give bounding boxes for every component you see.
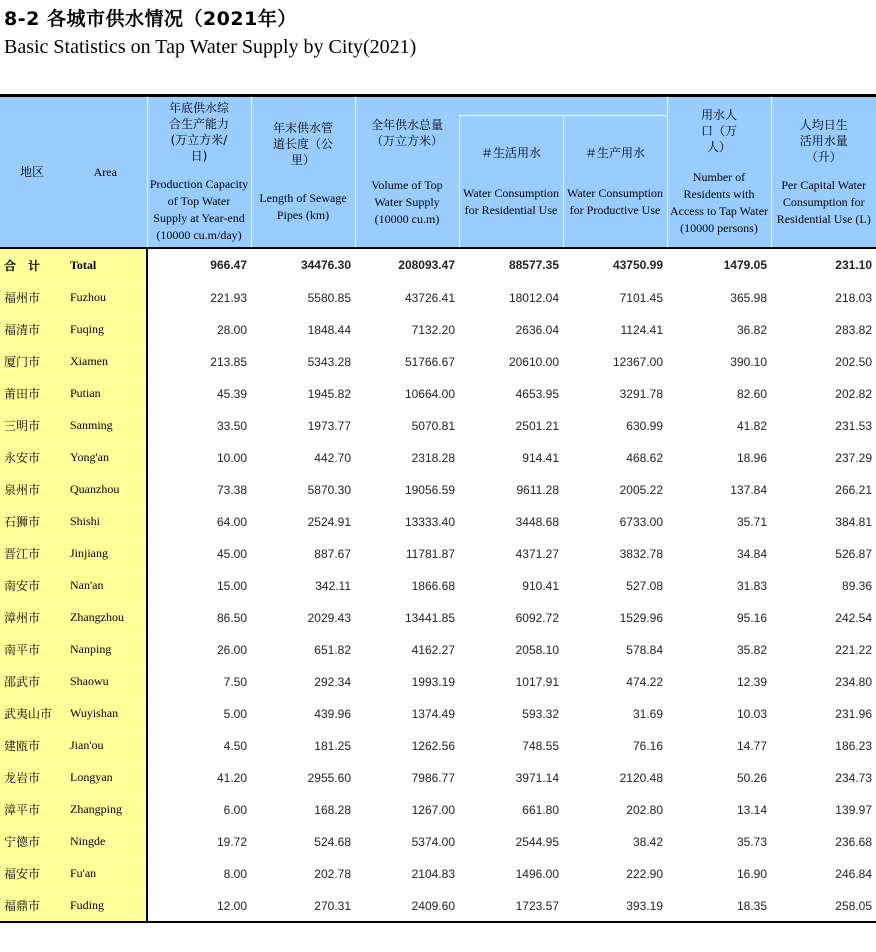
table-row (0, 378, 876, 410)
population-cell: 16.90 (667, 858, 771, 890)
pipe-length-cell: 34476.30 (251, 248, 355, 282)
region-name-cn: 宁德市 (0, 826, 64, 858)
header-productive-use (563, 116, 667, 248)
region-name-en: Shaowu (64, 666, 147, 698)
production-capacity-cell: 15.00 (147, 570, 251, 602)
productive-use-cell: 76.16 (563, 730, 667, 762)
productive-use-cell: 12367.00 (563, 346, 667, 378)
total-supply-cell: 51766.67 (355, 346, 459, 378)
region-name-en: Putian (64, 378, 147, 410)
total-supply-cell: 2409.60 (355, 890, 459, 923)
population-cell: 41.82 (667, 410, 771, 442)
per-capita-cell: 221.22 (771, 634, 876, 666)
residential-use-cell: 661.80 (459, 794, 563, 826)
region-name-cn: 漳平市 (0, 794, 64, 826)
residential-use-cell: 1723.57 (459, 890, 563, 923)
per-capita-cell: 384.81 (771, 506, 876, 538)
productive-use-cell: 222.90 (563, 858, 667, 890)
header-population-en: Number of Residents with Access to Tap Water (10000 persons) (669, 170, 769, 235)
pipe-length-cell: 2029.43 (251, 602, 355, 634)
per-capita-cell: 283.82 (771, 314, 876, 346)
region-name-cn: 建瓯市 (0, 730, 64, 762)
residential-use-cell: 3448.68 (459, 506, 563, 538)
per-capita-cell: 89.36 (771, 570, 876, 602)
header-total-supply-en: Volume of Top Water Supply (10000 cu.m) (371, 177, 443, 226)
region-name-en: Jian'ou (64, 730, 147, 762)
total-supply-cell: 10664.00 (355, 378, 459, 410)
productive-use-cell: 393.19 (563, 890, 667, 923)
region-name-en: Sanming (64, 410, 147, 442)
header-region-en (64, 96, 147, 249)
production-capacity-cell: 8.00 (147, 858, 251, 890)
population-cell: 35.82 (667, 634, 771, 666)
population-cell: 95.16 (667, 602, 771, 634)
productive-use-cell: 527.08 (563, 570, 667, 602)
region-name-cn: 福州市 (0, 282, 64, 314)
total-row (0, 248, 876, 282)
header-per-capita (771, 96, 876, 249)
header-per-capita-en: Per Capital Water Consumption for Residential Use (L) (776, 177, 871, 226)
region-name-en: Ningde (64, 826, 147, 858)
residential-use-cell: 3971.14 (459, 762, 563, 794)
region-name-cn: 漳州市 (0, 602, 64, 634)
table-row (0, 762, 876, 794)
productive-use-cell: 31.69 (563, 698, 667, 730)
production-capacity-cell: 7.50 (147, 666, 251, 698)
table-row (0, 570, 876, 602)
header-residential-use-en: Water Consumption for Residential Use (462, 185, 560, 217)
region-name-en: Longyan (64, 762, 147, 794)
region-name-en: Xiamen (64, 346, 147, 378)
region-name-cn: 龙岩市 (0, 762, 64, 794)
residential-use-cell: 4653.95 (459, 378, 563, 410)
pipe-length-cell: 5580.85 (251, 282, 355, 314)
header-production-capacity (147, 96, 251, 249)
region-name-en: Fuqing (64, 314, 147, 346)
header-region-en-label: Area (93, 164, 117, 179)
productive-use-cell: 2005.22 (563, 474, 667, 506)
pipe-length-cell: 342.11 (251, 570, 355, 602)
residential-use-cell: 914.41 (459, 442, 563, 474)
residential-use-cell: 1496.00 (459, 858, 563, 890)
total-supply-cell: 5070.81 (355, 410, 459, 442)
pipe-length-cell: 5343.28 (251, 346, 355, 378)
table-row (0, 410, 876, 442)
residential-use-cell: 593.32 (459, 698, 563, 730)
per-capita-cell: 266.21 (771, 474, 876, 506)
pipe-length-cell: 439.96 (251, 698, 355, 730)
production-capacity-cell: 4.50 (147, 730, 251, 762)
total-supply-cell: 1374.49 (355, 698, 459, 730)
per-capita-cell: 231.53 (771, 410, 876, 442)
population-cell: 31.83 (667, 570, 771, 602)
residential-use-cell: 18012.04 (459, 282, 563, 314)
production-capacity-cell: 28.00 (147, 314, 251, 346)
region-name-cn: 晋江市 (0, 538, 64, 570)
population-cell: 18.96 (667, 442, 771, 474)
population-cell: 34.84 (667, 538, 771, 570)
table-row (0, 858, 876, 890)
productive-use-cell: 3832.78 (563, 538, 667, 570)
total-supply-cell: 13441.85 (355, 602, 459, 634)
pipe-length-cell: 1973.77 (251, 410, 355, 442)
pipe-length-cell: 524.68 (251, 826, 355, 858)
population-cell: 35.71 (667, 506, 771, 538)
header-region-cn-label: 地区 (19, 165, 44, 179)
table-header (0, 96, 876, 249)
per-capita-cell: 234.80 (771, 666, 876, 698)
region-name-en: Jinjiang (64, 538, 147, 570)
production-capacity-cell: 26.00 (147, 634, 251, 666)
production-capacity-cell: 73.38 (147, 474, 251, 506)
residential-use-cell: 1017.91 (459, 666, 563, 698)
table-row (0, 698, 876, 730)
header-total-supply-group (355, 96, 459, 116)
per-capita-cell: 236.68 (771, 826, 876, 858)
residential-use-cell: 2058.10 (459, 634, 563, 666)
per-capita-cell: 246.84 (771, 858, 876, 890)
header-per-capita-cn: 人均日生活用水量（升） (799, 117, 848, 164)
productive-use-cell: 474.22 (563, 666, 667, 698)
region-name-cn: 泉州市 (0, 474, 64, 506)
residential-use-cell: 6092.72 (459, 602, 563, 634)
total-supply-cell: 1267.00 (355, 794, 459, 826)
productive-use-cell: 7101.45 (563, 282, 667, 314)
productive-use-cell: 468.62 (563, 442, 667, 474)
total-supply-cell: 2104.83 (355, 858, 459, 890)
total-supply-cell: 1993.19 (355, 666, 459, 698)
population-cell: 390.10 (667, 346, 771, 378)
table-row (0, 666, 876, 698)
pipe-length-cell: 2955.60 (251, 762, 355, 794)
population-cell: 13.14 (667, 794, 771, 826)
table-row (0, 826, 876, 858)
pipe-length-cell: 887.67 (251, 538, 355, 570)
header-residential-use (459, 116, 563, 248)
total-supply-cell: 7132.20 (355, 314, 459, 346)
table-row (0, 794, 876, 826)
residential-use-cell: 4371.27 (459, 538, 563, 570)
total-supply-cell: 1866.68 (355, 570, 459, 602)
region-name-cn: 石狮市 (0, 506, 64, 538)
region-name-cn: 厦门市 (0, 346, 64, 378)
production-capacity-cell: 6.00 (147, 794, 251, 826)
header-productive-use-cn: ＃生产用水 (584, 145, 645, 160)
region-name-en: Yong'an (64, 442, 147, 474)
per-capita-cell: 234.73 (771, 762, 876, 794)
total-supply-cell: 4162.27 (355, 634, 459, 666)
header-productive-use-en: Water Consumption for Productive Use (566, 185, 664, 217)
total-supply-cell: 13333.40 (355, 506, 459, 538)
region-name-cn: 南安市 (0, 570, 64, 602)
region-name-en: Zhangping (64, 794, 147, 826)
pipe-length-cell: 442.70 (251, 442, 355, 474)
productive-use-cell: 202.80 (563, 794, 667, 826)
table-row (0, 634, 876, 666)
productive-use-cell: 1529.96 (563, 602, 667, 634)
pipe-length-cell: 292.34 (251, 666, 355, 698)
residential-use-cell: 748.55 (459, 730, 563, 762)
region-name-cn: 福清市 (0, 314, 64, 346)
production-capacity-cell: 33.50 (147, 410, 251, 442)
residential-use-cell: 2544.95 (459, 826, 563, 858)
region-name-en: Quanzhou (64, 474, 147, 506)
table-row (0, 890, 876, 923)
table-row (0, 442, 876, 474)
header-residential-use-cn: ＃生活用水 (480, 145, 541, 160)
production-capacity-cell: 45.39 (147, 378, 251, 410)
pipe-length-cell: 168.28 (251, 794, 355, 826)
pipe-length-cell: 270.31 (251, 890, 355, 923)
per-capita-cell: 231.10 (771, 248, 876, 282)
header-total-supply (355, 116, 459, 248)
production-capacity-cell: 10.00 (147, 442, 251, 474)
region-name-cn: 邵武市 (0, 666, 64, 698)
pipe-length-cell: 5870.30 (251, 474, 355, 506)
total-supply-cell: 19056.59 (355, 474, 459, 506)
pipe-length-cell: 202.78 (251, 858, 355, 890)
per-capita-cell: 526.87 (771, 538, 876, 570)
residential-use-cell: 88577.35 (459, 248, 563, 282)
table-body (0, 248, 876, 922)
per-capita-cell: 237.29 (771, 442, 876, 474)
region-name-en: Fu'an (64, 858, 147, 890)
production-capacity-cell: 45.00 (147, 538, 251, 570)
header-pipe-length-en: Length of Sewage Pipes (km) (259, 191, 347, 222)
per-capita-cell: 242.54 (771, 602, 876, 634)
production-capacity-cell: 41.20 (147, 762, 251, 794)
total-supply-cell: 7986.77 (355, 762, 459, 794)
region-name-cn: 三明市 (0, 410, 64, 442)
per-capita-cell: 139.97 (771, 794, 876, 826)
productive-use-cell: 6733.00 (563, 506, 667, 538)
region-name-en: Total (64, 248, 147, 282)
per-capita-cell: 186.23 (771, 730, 876, 762)
population-cell: 10.03 (667, 698, 771, 730)
population-cell: 50.26 (667, 762, 771, 794)
water-supply-table (0, 94, 876, 923)
header-population-cn: 用水人口（万人） (700, 108, 737, 154)
table-row (0, 282, 876, 314)
population-cell: 1479.05 (667, 248, 771, 282)
region-name-cn: 永安市 (0, 442, 64, 474)
region-name-en: Shishi (64, 506, 147, 538)
region-name-cn: 福鼎市 (0, 890, 64, 923)
region-name-en: Nanping (64, 634, 147, 666)
header-pipe-length-cn: 年末供水管道长度（公里） (272, 121, 333, 167)
total-supply-cell: 208093.47 (355, 248, 459, 282)
population-cell: 18.35 (667, 890, 771, 923)
production-capacity-cell: 221.93 (147, 282, 251, 314)
pipe-length-cell: 1848.44 (251, 314, 355, 346)
region-name-en: Fuding (64, 890, 147, 923)
pipe-length-cell: 181.25 (251, 730, 355, 762)
table-row (0, 538, 876, 570)
table-row (0, 730, 876, 762)
header-total-supply-cn: 全年供水总量（万立方米） (370, 117, 443, 148)
page-title-english: Basic Statistics on Tap Water Supply by City(2021) (4, 36, 417, 58)
header-supply-subgroup-spacer (459, 96, 667, 116)
region-name-en: Fuzhou (64, 282, 147, 314)
population-cell: 36.82 (667, 314, 771, 346)
population-cell: 35.73 (667, 826, 771, 858)
table-row (0, 602, 876, 634)
region-name-en: Nan'an (64, 570, 147, 602)
residential-use-cell: 2636.04 (459, 314, 563, 346)
table-row (0, 346, 876, 378)
region-name-en: Wuyishan (64, 698, 147, 730)
header-region-cn (0, 96, 64, 249)
pipe-length-cell: 651.82 (251, 634, 355, 666)
total-supply-cell: 43726.41 (355, 282, 459, 314)
residential-use-cell: 20610.00 (459, 346, 563, 378)
per-capita-cell: 258.05 (771, 890, 876, 923)
residential-use-cell: 9611.28 (459, 474, 563, 506)
productive-use-cell: 43750.99 (563, 248, 667, 282)
region-name-cn: 武夷山市 (0, 698, 64, 730)
table-row (0, 506, 876, 538)
total-supply-cell: 2318.28 (355, 442, 459, 474)
pipe-length-cell: 1945.82 (251, 378, 355, 410)
region-name-cn: 福安市 (0, 858, 64, 890)
productive-use-cell: 578.84 (563, 634, 667, 666)
residential-use-cell: 2501.21 (459, 410, 563, 442)
per-capita-cell: 202.50 (771, 346, 876, 378)
region-name-cn: 莆田市 (0, 378, 64, 410)
per-capita-cell: 231.96 (771, 698, 876, 730)
total-supply-cell: 1262.56 (355, 730, 459, 762)
productive-use-cell: 630.99 (563, 410, 667, 442)
population-cell: 14.77 (667, 730, 771, 762)
population-cell: 137.84 (667, 474, 771, 506)
page-title-chinese: 8-2 各城市供水情况（2021年） (4, 8, 297, 30)
header-production-capacity-en: Production Capacity of Top Water Supply at Year-end (10000 cu.m/day) (149, 177, 249, 242)
total-supply-cell: 5374.00 (355, 826, 459, 858)
header-population (667, 96, 771, 249)
production-capacity-cell: 5.00 (147, 698, 251, 730)
population-cell: 365.98 (667, 282, 771, 314)
per-capita-cell: 218.03 (771, 282, 876, 314)
productive-use-cell: 1124.41 (563, 314, 667, 346)
region-name-en: Zhangzhou (64, 602, 147, 634)
production-capacity-cell: 966.47 (147, 248, 251, 282)
table-row (0, 474, 876, 506)
total-supply-cell: 11781.87 (355, 538, 459, 570)
production-capacity-cell: 19.72 (147, 826, 251, 858)
per-capita-cell: 202.82 (771, 378, 876, 410)
header-production-capacity-cn: 年底供水综合生产能力(万立方米/日) (168, 101, 229, 163)
residential-use-cell: 910.41 (459, 570, 563, 602)
productive-use-cell: 2120.48 (563, 762, 667, 794)
production-capacity-cell: 64.00 (147, 506, 251, 538)
header-pipe-length (251, 96, 355, 249)
region-name-cn: 南平市 (0, 634, 64, 666)
production-capacity-cell: 86.50 (147, 602, 251, 634)
region-name-cn: 合 计 (0, 248, 64, 282)
population-cell: 12.39 (667, 666, 771, 698)
production-capacity-cell: 213.85 (147, 346, 251, 378)
production-capacity-cell: 12.00 (147, 890, 251, 923)
pipe-length-cell: 2524.91 (251, 506, 355, 538)
productive-use-cell: 38.42 (563, 826, 667, 858)
table-row (0, 314, 876, 346)
productive-use-cell: 3291.78 (563, 378, 667, 410)
population-cell: 82.60 (667, 378, 771, 410)
